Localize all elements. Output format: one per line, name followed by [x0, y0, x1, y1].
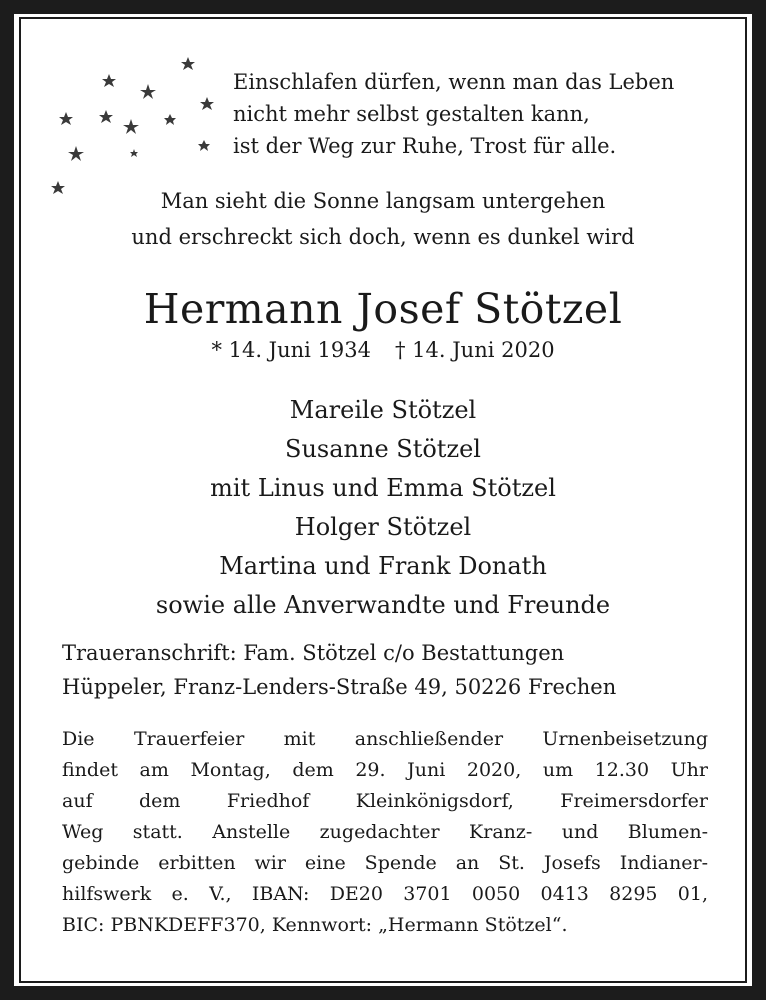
mourner: sowie alle Anverwandte und Freunde — [155, 591, 611, 619]
mourners-list — [0, 391, 766, 625]
star-icon — [130, 149, 138, 157]
service-line: BIC: PBNKDEFF370, Kennwort: „Hermann Stötzel“. — [62, 914, 568, 936]
life-dates — [0, 335, 766, 365]
mourner: Mareile Stötzel — [289, 396, 477, 424]
star-icon — [140, 84, 156, 99]
deceased-name: Hermann Josef Stötzel — [143, 285, 623, 333]
mourner: Susanne Stötzel — [285, 435, 481, 463]
birth-date: * 14. Juni 1934 — [211, 338, 371, 362]
star-icon — [198, 140, 210, 151]
service-line: Die Trauerfeier mit anschließender Urnenbeisetzung — [62, 728, 708, 750]
star-icon — [181, 57, 195, 70]
poem-line: nicht mehr selbst gestalten kann, — [233, 102, 590, 126]
mourning-address — [62, 636, 616, 704]
star-icon — [123, 119, 139, 134]
stars-decoration — [44, 50, 224, 200]
service-line: hilfswerk e. V., IBAN: DE20 3701 0050 0413 8295 01, — [62, 883, 708, 905]
star-icon — [68, 146, 84, 161]
address-line: Traueranschrift: Fam. Stötzel c/o Bestattungen — [62, 641, 565, 665]
mourner: Martina und Frank Donath — [219, 552, 547, 580]
address-line: Hüppeler, Franz-Lenders-Straße 49, 50226 Frechen — [62, 675, 617, 699]
service-line: Weg statt. Anstelle zugedachter Kranz- und Blumen- — [62, 821, 708, 843]
star-icon — [200, 97, 214, 110]
service-line: gebinde erbitten wir eine Spende an St. Josefs Indianer- — [62, 852, 708, 874]
death-date: † 14. Juni 2020 — [395, 338, 555, 362]
mourner: mit Linus und Emma Stötzel — [210, 474, 556, 502]
quote-line: und erschreckt sich doch, wenn es dunkel wird — [131, 225, 635, 249]
service-line: auf dem Friedhof Kleinkönigsdorf, Freimersdorfer — [62, 790, 708, 812]
star-icon — [102, 74, 116, 87]
quote-line: Man sieht die Sonne langsam untergehen — [160, 189, 606, 213]
star-icon — [164, 114, 176, 125]
star-icon — [59, 112, 73, 125]
poem-line: Einschlafen dürfen, wenn man das Leben — [233, 70, 675, 94]
star-icon — [99, 110, 113, 123]
poem — [233, 66, 674, 162]
poem-line: ist der Weg zur Ruhe, Trost für alle. — [233, 134, 617, 158]
quote — [0, 183, 766, 255]
mourner: Holger Stötzel — [294, 513, 472, 541]
service-info — [62, 724, 708, 941]
service-line: findet am Montag, dem 29. Juni 2020, um 12.30 Uhr — [62, 759, 708, 781]
